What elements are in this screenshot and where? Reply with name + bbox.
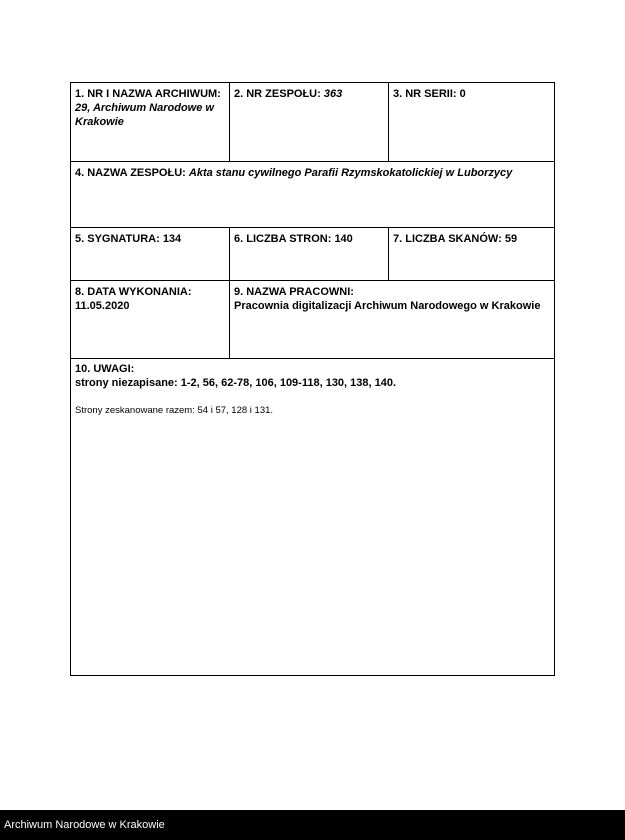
field-remarks xyxy=(71,359,554,675)
field-workshop-label: 9. NAZWA PRACOWNI: xyxy=(234,286,354,298)
field-archive-label: 1. NR I NAZWA ARCHIWUM: xyxy=(75,88,221,100)
field-signature-label: 5. SYGNATURA: xyxy=(75,233,160,245)
field-fonds-number-value: 363 xyxy=(323,88,343,100)
field-fonds-name xyxy=(71,162,554,227)
field-remarks-value: strony niezapisane: 1-2, 56, 62-78, 106, 109-118, 130, 138, 140. xyxy=(75,377,397,389)
field-archive xyxy=(71,83,230,161)
field-signature xyxy=(71,228,230,280)
archive-form xyxy=(70,82,555,676)
footer-text: Archiwum Narodowe w Krakowie xyxy=(4,819,165,831)
field-signature-value: 134 xyxy=(162,233,182,245)
field-date xyxy=(71,281,230,358)
field-remarks-note: Strony zeskanowane razem: 54 i 57, 128 i 131. xyxy=(75,405,274,416)
field-workshop xyxy=(230,281,554,358)
field-series-value: 0 xyxy=(459,88,466,100)
field-workshop-value: Pracownia digitalizacji Archiwum Narodowego w Krakowie xyxy=(234,300,541,312)
field-page-count-value: 140 xyxy=(334,233,353,245)
form-row-3 xyxy=(71,228,554,281)
field-fonds-number-label: 2. NR ZESPOŁU: xyxy=(234,88,321,100)
field-series xyxy=(389,83,554,161)
field-page-count xyxy=(230,228,389,280)
field-scan-count xyxy=(389,228,554,280)
field-date-label: 8. DATA WYKONANIA: xyxy=(75,286,192,298)
field-series-label: 3. NR SERII: xyxy=(393,88,457,100)
field-fonds-name-label: 4. NAZWA ZESPOŁU: xyxy=(75,167,186,179)
field-date-value: 11.05.2020 xyxy=(75,300,130,312)
field-archive-value: 29, Archiwum Narodowe w Krakowie xyxy=(75,102,214,128)
field-remarks-label: 10. UWAGI: xyxy=(75,363,135,375)
form-row-5 xyxy=(71,359,554,675)
field-page-count-label: 6. LICZBA STRON: xyxy=(234,233,332,245)
field-scan-count-value: 59 xyxy=(504,233,518,245)
footer-bar xyxy=(0,810,625,840)
form-row-4 xyxy=(71,281,554,359)
field-fonds-name-value: Akta stanu cywilnego Parafii Rzymskokatolickiej w Luborzycy xyxy=(188,167,513,179)
form-row-1 xyxy=(71,83,554,162)
field-fonds-number xyxy=(230,83,389,161)
form-row-2 xyxy=(71,162,554,228)
field-scan-count-label: 7. LICZBA SKANÓW: xyxy=(393,233,502,245)
